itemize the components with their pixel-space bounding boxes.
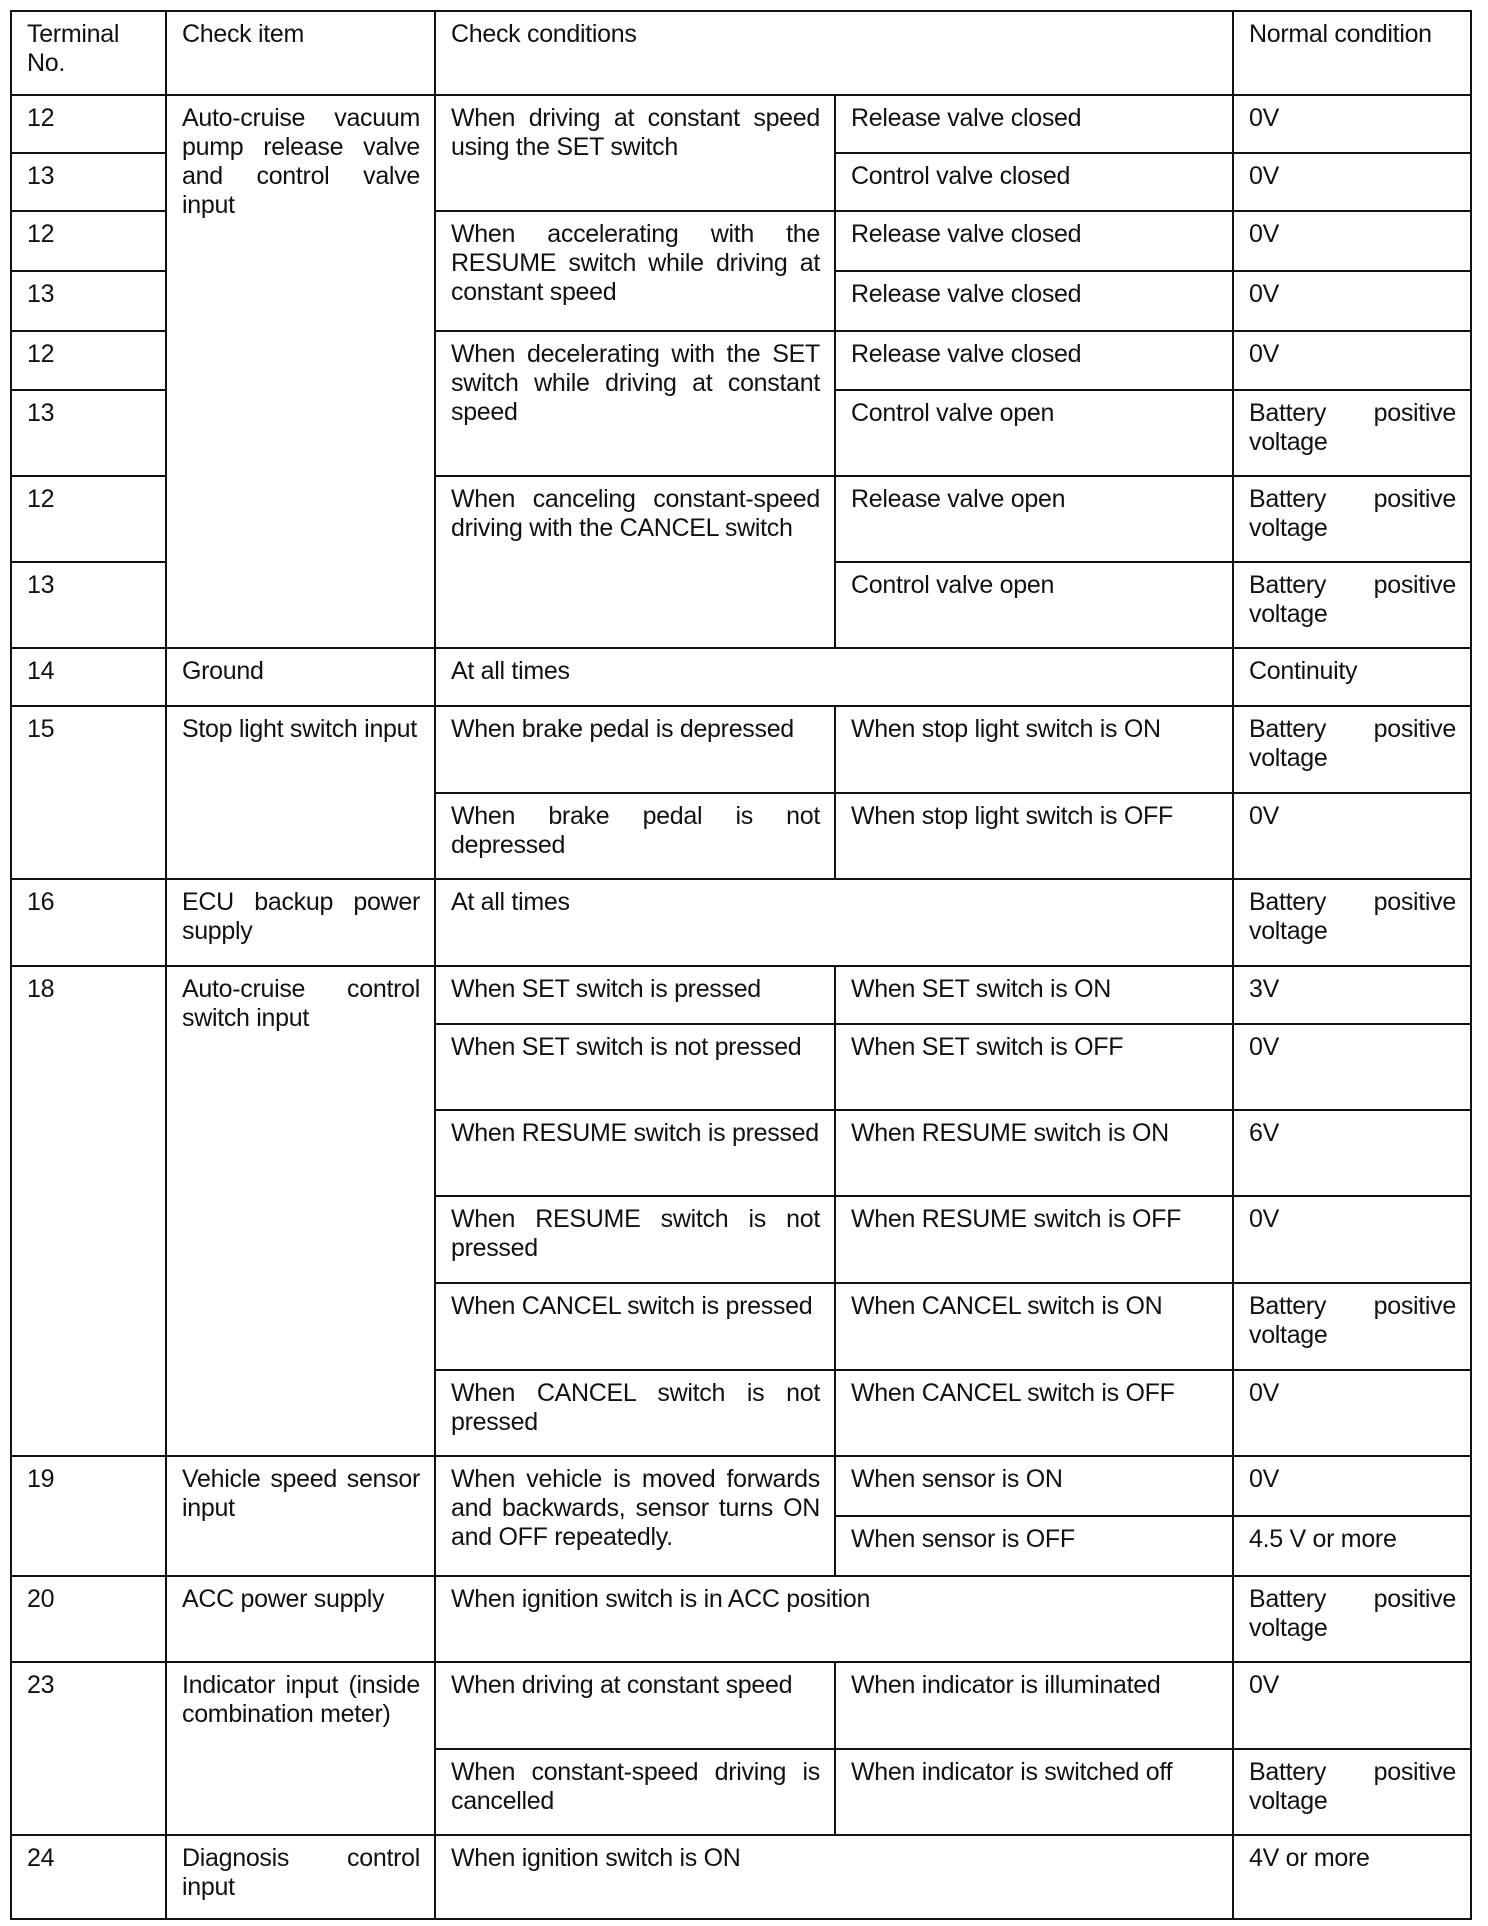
terminal-no: 14 xyxy=(11,648,166,706)
table-row xyxy=(11,1456,1471,1516)
check-state: When indicator is illuminated xyxy=(835,1662,1233,1749)
check-condition: When ignition switch is in ACC position xyxy=(435,1576,1233,1662)
normal-condition: 0V xyxy=(1233,1370,1471,1456)
check-condition: When driving at constant speed xyxy=(435,1662,835,1749)
normal-condition: 4.5 V or more xyxy=(1233,1516,1471,1576)
table-row xyxy=(11,648,1471,706)
check-condition: When vehicle is moved forwards and backwards, sensor turns ON and OFF repeatedly. xyxy=(435,1456,835,1576)
check-state: Control valve closed xyxy=(835,153,1233,211)
normal-condition: 0V xyxy=(1233,793,1471,879)
normal-condition: Battery positive voltage xyxy=(1233,562,1471,648)
check-condition: When decelerating with the SET switch while driving at constant speed xyxy=(435,331,835,476)
check-item: Vehicle speed sensor input xyxy=(166,1456,435,1576)
check-condition: When ignition switch is ON xyxy=(435,1835,1233,1919)
check-state: Release valve closed xyxy=(835,95,1233,153)
terminal-no: 13 xyxy=(11,390,166,476)
table-row xyxy=(11,1576,1471,1662)
normal-condition: Battery positive voltage xyxy=(1233,706,1471,793)
check-item: Stop light switch input xyxy=(166,706,435,879)
check-item: Auto-cruise vacuum pump release valve and control valve input xyxy=(166,95,435,648)
check-item: Auto-cruise control switch input xyxy=(166,966,435,1456)
check-state: When sensor is ON xyxy=(835,1456,1233,1516)
check-state: Control valve open xyxy=(835,562,1233,648)
terminal-no: 12 xyxy=(11,211,166,271)
check-state: Release valve closed xyxy=(835,331,1233,390)
table-row xyxy=(11,966,1471,1024)
check-item: Ground xyxy=(166,648,435,706)
check-condition: When RESUME switch is not pressed xyxy=(435,1196,835,1283)
check-condition: At all times xyxy=(435,879,1233,966)
check-state: When SET switch is ON xyxy=(835,966,1233,1024)
header-terminal: Terminal No. xyxy=(11,11,166,95)
normal-condition: Battery positive voltage xyxy=(1233,476,1471,562)
check-condition: At all times xyxy=(435,648,1233,706)
check-state: When indicator is switched off xyxy=(835,1749,1233,1835)
normal-condition: Battery positive voltage xyxy=(1233,390,1471,476)
check-state: Release valve closed xyxy=(835,211,1233,271)
table-row xyxy=(11,1662,1471,1749)
terminal-no: 23 xyxy=(11,1662,166,1835)
check-state: When RESUME switch is OFF xyxy=(835,1196,1233,1283)
header-normal-condition: Normal condition xyxy=(1233,11,1471,95)
check-condition: When brake pedal is depressed xyxy=(435,706,835,793)
check-state: When stop light switch is OFF xyxy=(835,793,1233,879)
normal-condition: Continuity xyxy=(1233,648,1471,706)
normal-condition: 0V xyxy=(1233,331,1471,390)
check-state: When CANCEL switch is ON xyxy=(835,1283,1233,1370)
terminal-no: 13 xyxy=(11,153,166,211)
check-condition: When accelerating with the RESUME switch while driving at constant speed xyxy=(435,211,835,331)
terminal-no: 12 xyxy=(11,95,166,153)
table-row xyxy=(11,1835,1471,1919)
terminal-no: 13 xyxy=(11,562,166,648)
check-condition: When CANCEL switch is pressed xyxy=(435,1283,835,1370)
check-condition: When SET switch is not pressed xyxy=(435,1024,835,1110)
terminal-no: 12 xyxy=(11,476,166,562)
check-state: Release valve closed xyxy=(835,271,1233,331)
check-state: When stop light switch is ON xyxy=(835,706,1233,793)
terminal-no: 20 xyxy=(11,1576,166,1662)
normal-condition: 0V xyxy=(1233,1024,1471,1110)
normal-condition: 0V xyxy=(1233,1456,1471,1516)
check-condition: When driving at constant speed using the SET switch xyxy=(435,95,835,211)
header-check-conditions: Check conditions xyxy=(435,11,1233,95)
check-item: Indicator input (inside combination meter) xyxy=(166,1662,435,1835)
normal-condition: Battery positive voltage xyxy=(1233,1576,1471,1662)
check-state: Release valve open xyxy=(835,476,1233,562)
normal-condition: 0V xyxy=(1233,211,1471,271)
check-state: When RESUME switch is ON xyxy=(835,1110,1233,1196)
terminal-no: 16 xyxy=(11,879,166,966)
terminal-no: 12 xyxy=(11,331,166,390)
check-condition: When CANCEL switch is not pressed xyxy=(435,1370,835,1456)
check-item: Diagnosis control input xyxy=(166,1835,435,1919)
check-state: When SET switch is OFF xyxy=(835,1024,1233,1110)
table-row xyxy=(11,706,1471,793)
normal-condition: 0V xyxy=(1233,95,1471,153)
terminal-no: 18 xyxy=(11,966,166,1456)
normal-condition: 3V xyxy=(1233,966,1471,1024)
header-row xyxy=(11,11,1471,95)
check-state: When CANCEL switch is OFF xyxy=(835,1370,1233,1456)
check-condition: When canceling constant-speed driving with the CANCEL switch xyxy=(435,476,835,648)
normal-condition: 0V xyxy=(1233,153,1471,211)
normal-condition: Battery positive voltage xyxy=(1233,1749,1471,1835)
header-check-item: Check item xyxy=(166,11,435,95)
normal-condition: 0V xyxy=(1233,1662,1471,1749)
terminal-no: 13 xyxy=(11,271,166,331)
check-condition: When RESUME switch is pressed xyxy=(435,1110,835,1196)
terminal-check-table xyxy=(10,10,1472,1920)
normal-condition: 0V xyxy=(1233,1196,1471,1283)
normal-condition: 4V or more xyxy=(1233,1835,1471,1919)
check-item: ACC power supply xyxy=(166,1576,435,1662)
check-condition: When brake pedal is not depressed xyxy=(435,793,835,879)
normal-condition: 6V xyxy=(1233,1110,1471,1196)
check-condition: When constant-speed driving is cancelled xyxy=(435,1749,835,1835)
check-condition: When SET switch is pressed xyxy=(435,966,835,1024)
normal-condition: 0V xyxy=(1233,271,1471,331)
table-row xyxy=(11,879,1471,966)
check-item: ECU backup power supply xyxy=(166,879,435,966)
check-state: Control valve open xyxy=(835,390,1233,476)
terminal-no: 19 xyxy=(11,1456,166,1576)
normal-condition: Battery positive voltage xyxy=(1233,879,1471,966)
table-row xyxy=(11,95,1471,153)
check-state: When sensor is OFF xyxy=(835,1516,1233,1576)
terminal-no: 15 xyxy=(11,706,166,879)
normal-condition: Battery positive voltage xyxy=(1233,1283,1471,1370)
terminal-no: 24 xyxy=(11,1835,166,1919)
